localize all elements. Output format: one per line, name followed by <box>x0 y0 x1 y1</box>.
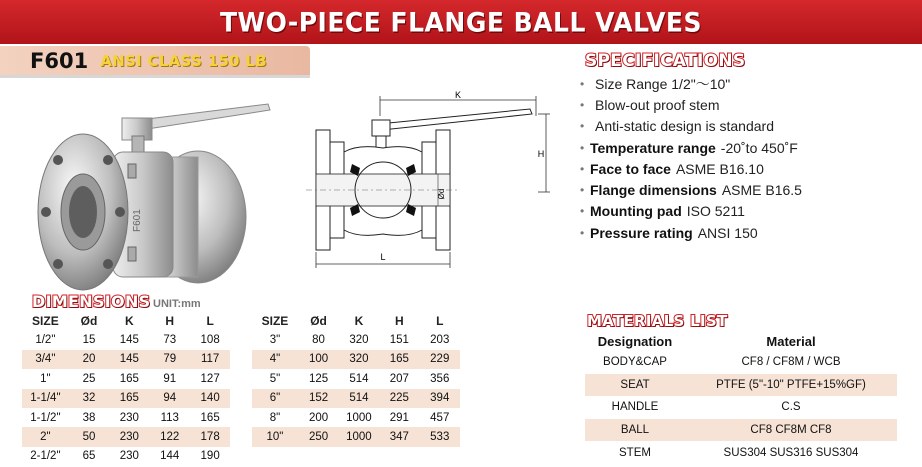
column-header: Ød <box>80 313 98 328</box>
svg-text:F601: F601 <box>132 209 143 232</box>
table-cell: 250 <box>298 427 338 446</box>
table-cell: 3/4" <box>22 350 69 369</box>
table-cell: 190 <box>200 450 220 463</box>
title-banner <box>0 0 922 44</box>
table-row <box>585 396 897 419</box>
table-cell: 356 <box>430 372 450 385</box>
column-gap <box>230 311 251 330</box>
table-cell: 15 <box>82 334 96 347</box>
bullet-icon: • <box>580 183 585 198</box>
dimensions-title: DIMENSIONS <box>32 292 151 311</box>
table-cell: 200 <box>308 411 329 424</box>
table-cell: 32 <box>69 389 109 408</box>
table-cell: 1" <box>40 372 51 385</box>
materials-title: MATERIALS LIST <box>587 312 728 330</box>
table-cell: C.S <box>781 401 801 414</box>
table-cell: CF8 CF8M CF8 <box>685 419 897 442</box>
model-bar <box>0 46 310 78</box>
table-cell: PTFE (5"-10" PTFE+15%GF) <box>685 374 897 397</box>
bullet-icon: • <box>580 97 585 112</box>
table-cell: 108 <box>200 334 220 347</box>
table-cell: 178 <box>190 427 230 446</box>
table-cell: 1-1/4" <box>22 389 69 408</box>
column-header: Material <box>766 333 816 349</box>
column-gap <box>230 350 251 369</box>
table-cell: 152 <box>298 389 338 408</box>
table-cell: 225 <box>379 389 419 408</box>
spec-item: • Temperature range -20˚to 450˚F <box>580 139 798 156</box>
l-label: L <box>380 252 386 262</box>
column-header: SIZE <box>261 313 289 328</box>
specifications-title: SPECIFICATIONS <box>585 51 746 71</box>
column-header: H <box>394 313 404 328</box>
table-cell: STEM <box>619 446 651 459</box>
table-cell: 320 <box>349 334 369 347</box>
table-cell: 4" <box>252 350 299 369</box>
table-row <box>585 419 897 442</box>
page-title: TWO-PIECE FLANGE BALL VALVES <box>219 6 703 38</box>
column-header: SIZE <box>32 313 59 328</box>
table-cell: 79 <box>150 350 190 369</box>
table-row <box>22 408 460 427</box>
table-cell: 1-1/2" <box>30 411 61 424</box>
table-cell: 165 <box>200 411 220 424</box>
table-cell: BODY&CAP <box>603 356 667 369</box>
table-cell: 8" <box>269 411 281 424</box>
table-cell: 347 <box>379 427 419 446</box>
column-gap <box>230 447 251 466</box>
table-cell: 145 <box>109 350 149 369</box>
table-row <box>585 351 897 374</box>
column-header: K <box>125 313 134 328</box>
h-label: H <box>537 149 545 159</box>
table-cell <box>339 447 379 466</box>
table-cell: 533 <box>420 427 460 446</box>
model-class: ANSI CLASS 150 LB <box>100 51 267 70</box>
table-cell: 38 <box>82 411 96 424</box>
k-label: K <box>454 90 462 100</box>
table-cell: 25 <box>82 372 96 385</box>
table-cell: 91 <box>163 372 177 385</box>
table-cell: 5" <box>269 372 281 385</box>
column-header: H <box>165 313 175 328</box>
column-header: L <box>436 313 444 328</box>
table-cell: 73 <box>163 334 177 347</box>
bullet-icon: • <box>580 204 585 219</box>
column-header: L <box>206 313 214 328</box>
spec-item: • Face to face ASME B16.10 <box>580 160 764 177</box>
table-cell <box>252 447 299 466</box>
bullet-icon: • <box>580 225 585 240</box>
column-gap <box>230 427 251 446</box>
table-cell: 117 <box>190 350 230 369</box>
spec-item: • Flange dimensions ASME B16.5 <box>580 182 802 199</box>
table-cell: 291 <box>389 411 409 424</box>
table-cell: 1000 <box>339 427 379 446</box>
table-cell: 165 <box>379 350 419 369</box>
table-row <box>585 374 897 397</box>
column-gap <box>230 369 251 388</box>
column-gap <box>230 330 251 349</box>
table-cell: 514 <box>339 389 379 408</box>
table-cell: 1/2" <box>35 334 56 347</box>
column-gap <box>230 389 251 408</box>
table-row <box>22 350 460 369</box>
table-cell: 94 <box>150 389 190 408</box>
table-row <box>22 447 460 466</box>
column-header: Designation <box>597 333 673 349</box>
table-cell: 100 <box>298 350 338 369</box>
table-cell: HANDLE <box>611 401 659 414</box>
table-cell: 2" <box>22 427 69 446</box>
table-cell <box>379 447 419 466</box>
column-header: K <box>354 313 364 328</box>
table-row <box>22 389 460 408</box>
table-row <box>22 330 460 349</box>
spec-item: • Size Range 1/2"～10" <box>580 75 731 92</box>
table-cell: 10" <box>252 427 299 446</box>
table-cell: 165 <box>109 389 149 408</box>
table-cell <box>298 447 338 466</box>
table-cell: 125 <box>308 372 329 385</box>
table-cell: 1000 <box>346 411 372 424</box>
bullet-icon: • <box>580 76 585 91</box>
table-cell: 2-1/2" <box>30 450 61 463</box>
table-cell: SUS304 SUS316 SUS304 <box>723 446 859 459</box>
specifications-list <box>580 73 802 243</box>
table-cell: 230 <box>119 450 139 463</box>
table-cell: 80 <box>312 334 325 347</box>
table-cell: 207 <box>389 372 409 385</box>
dimensions-header-row <box>22 311 460 330</box>
table-cell: SEAT <box>585 374 685 397</box>
table-cell: 144 <box>160 450 180 463</box>
valve-photo <box>28 92 288 292</box>
table-cell: CF8 / CF8M / WCB <box>741 356 841 369</box>
spec-item: • Anti-static design is standard <box>580 118 774 135</box>
table-cell: 140 <box>190 389 230 408</box>
table-cell: 165 <box>119 372 139 385</box>
bullet-icon: • <box>580 140 585 155</box>
bullet-icon: • <box>580 119 585 134</box>
table-cell: 145 <box>119 334 139 347</box>
materials-table <box>585 331 897 464</box>
table-row <box>22 427 460 446</box>
valve-drawing <box>298 82 560 272</box>
table-cell: 6" <box>252 389 299 408</box>
table-cell: 230 <box>109 427 149 446</box>
table-cell: 50 <box>69 427 109 446</box>
column-header: Ød <box>310 313 327 328</box>
table-cell: 3" <box>269 334 281 347</box>
spec-item: • Pressure rating ANSI 150 <box>580 224 758 241</box>
table-cell: 122 <box>150 427 190 446</box>
bullet-icon: • <box>580 161 585 176</box>
dimensions-unit: UNIT:mm <box>153 298 201 310</box>
table-cell: 20 <box>69 350 109 369</box>
table-cell: 457 <box>430 411 450 424</box>
table-cell: BALL <box>585 419 685 442</box>
dimensions-table <box>22 311 460 466</box>
table-cell: 65 <box>82 450 96 463</box>
table-cell: 113 <box>160 411 179 424</box>
table-cell: 203 <box>430 334 450 347</box>
table-cell: 394 <box>420 389 460 408</box>
table-cell: 230 <box>119 411 139 424</box>
materials-header-row <box>585 331 897 351</box>
column-gap <box>230 408 251 427</box>
model-code: F601 <box>30 48 89 73</box>
table-cell: 127 <box>200 372 220 385</box>
table-cell: 151 <box>389 334 409 347</box>
d-label: Ød <box>437 188 446 200</box>
spec-item: • Blow-out proof stem <box>580 96 720 113</box>
table-cell: 229 <box>420 350 460 369</box>
table-row <box>585 441 897 464</box>
table-cell: 320 <box>339 350 379 369</box>
table-cell: 514 <box>349 372 369 385</box>
table-row <box>22 369 460 388</box>
table-cell <box>420 447 460 466</box>
spec-item: • Mounting pad ISO 5211 <box>580 203 745 220</box>
